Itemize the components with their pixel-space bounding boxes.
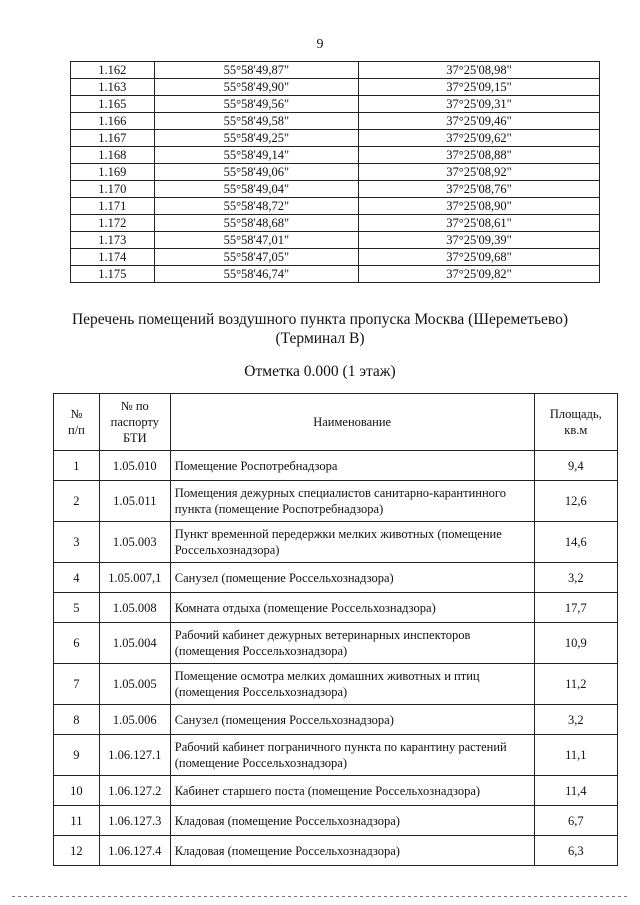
room-row: [54, 806, 618, 836]
room-number-cell: 6: [54, 623, 100, 664]
header-bti: [99, 394, 170, 451]
room-name-cell: Помещение Роспотребнадзора: [170, 451, 534, 481]
room-bti-cell: 1.05.004: [99, 623, 170, 664]
header-area: [534, 394, 617, 451]
coordinates-table: [70, 61, 600, 283]
coordinate-row: [71, 249, 600, 266]
header-row: [54, 394, 618, 451]
room-bti-cell: 1.06.127.2: [99, 776, 170, 806]
scan-edge-divider: [12, 896, 628, 897]
room-number-cell: 1: [54, 451, 100, 481]
point-id-cell: 1.175: [71, 266, 155, 283]
room-area-cell: 10,9: [534, 623, 617, 664]
coordinate-row: [71, 79, 600, 96]
header-name: Наименование: [170, 394, 534, 451]
point-id-cell: 1.172: [71, 215, 155, 232]
point-id-cell: 1.168: [71, 147, 155, 164]
room-bti-cell: 1.05.010: [99, 451, 170, 481]
latitude-cell: 55°58'49,06": [154, 164, 358, 181]
room-row: [54, 836, 618, 866]
latitude-cell: 55°58'49,04": [154, 181, 358, 198]
room-area-cell: 17,7: [534, 593, 617, 623]
longitude-cell: 37°25'08,90": [358, 198, 599, 215]
room-number-cell: 10: [54, 776, 100, 806]
room-area-cell: 6,3: [534, 836, 617, 866]
longitude-cell: 37°25'09,15": [358, 79, 599, 96]
room-row: [54, 451, 618, 481]
room-row: [54, 776, 618, 806]
coordinate-row: [71, 96, 600, 113]
coordinate-row: [71, 130, 600, 147]
latitude-cell: 55°58'49,25": [154, 130, 358, 147]
room-name-cell: Помещения дежурных специалистов санитарно-карантинного пункта (помещение Роспотребнадзора): [170, 481, 534, 522]
point-id-cell: 1.162: [71, 62, 155, 79]
page-number: 9: [316, 37, 324, 52]
room-area-cell: 11,1: [534, 735, 617, 776]
room-area-cell: 6,7: [534, 806, 617, 836]
coordinate-row: [71, 62, 600, 79]
header-bti-line1: № по: [120, 399, 149, 413]
latitude-cell: 55°58'47,05": [154, 249, 358, 266]
room-name-cell: Санузел (помещение Россельхознадзора): [170, 563, 534, 593]
room-area-cell: 14,6: [534, 522, 617, 563]
section-title-terminal: (Терминал В): [275, 330, 365, 347]
coordinate-row: [71, 215, 600, 232]
room-name-cell: Рабочий кабинет пограничного пункта по карантину растений (помещение Россельхознадзора): [170, 735, 534, 776]
longitude-cell: 37°25'08,61": [358, 215, 599, 232]
longitude-cell: 37°25'09,82": [358, 266, 599, 283]
coordinate-row: [71, 164, 600, 181]
latitude-cell: 55°58'49,58": [154, 113, 358, 130]
room-number-cell: 2: [54, 481, 100, 522]
coordinate-row: [71, 266, 600, 283]
room-bti-cell: 1.05.007,1: [99, 563, 170, 593]
longitude-cell: 37°25'08,76": [358, 181, 599, 198]
room-number-cell: 11: [54, 806, 100, 836]
room-name-cell: Комната отдыха (помещение Россельхознадзора): [170, 593, 534, 623]
longitude-cell: 37°25'09,68": [358, 249, 599, 266]
longitude-cell: 37°25'09,62": [358, 130, 599, 147]
room-number-cell: 3: [54, 522, 100, 563]
room-area-cell: 3,2: [534, 705, 617, 735]
room-number-cell: 4: [54, 563, 100, 593]
longitude-cell: 37°25'08,98": [358, 62, 599, 79]
longitude-cell: 37°25'09,46": [358, 113, 599, 130]
floor-subtitle: Отметка 0.000 (1 этаж): [244, 363, 396, 380]
header-area-line1: Площадь,: [549, 407, 602, 421]
room-bti-cell: 1.06.127.3: [99, 806, 170, 836]
room-row: [54, 735, 618, 776]
room-number-cell: 12: [54, 836, 100, 866]
room-row: [54, 623, 618, 664]
room-name-cell: Рабочий кабинет дежурных ветеринарных инспекторов (помещения Россельхознадзора): [170, 623, 534, 664]
point-id-cell: 1.174: [71, 249, 155, 266]
room-row: [54, 563, 618, 593]
room-row: [54, 593, 618, 623]
longitude-cell: 37°25'09,31": [358, 96, 599, 113]
room-area-cell: 9,4: [534, 451, 617, 481]
header-number-line1: №: [70, 407, 83, 421]
room-row: [54, 705, 618, 735]
point-id-cell: 1.163: [71, 79, 155, 96]
rooms-table: [53, 393, 618, 866]
point-id-cell: 1.170: [71, 181, 155, 198]
latitude-cell: 55°58'48,72": [154, 198, 358, 215]
room-name-cell: Кладовая (помещение Россельхознадзора): [170, 806, 534, 836]
room-bti-cell: 1.06.127.4: [99, 836, 170, 866]
room-number-cell: 5: [54, 593, 100, 623]
latitude-cell: 55°58'48,68": [154, 215, 358, 232]
room-bti-cell: 1.05.005: [99, 664, 170, 705]
rooms-table-header: [54, 394, 618, 451]
point-id-cell: 1.165: [71, 96, 155, 113]
room-row: [54, 522, 618, 563]
coordinate-row: [71, 181, 600, 198]
room-bti-cell: 1.05.003: [99, 522, 170, 563]
header-number-line2: п/п: [68, 423, 85, 437]
room-area-cell: 11,4: [534, 776, 617, 806]
header-bti-line2: паспорту: [110, 415, 159, 429]
rooms-table-body: [54, 451, 618, 866]
room-name-cell: Пункт временной передержки мелких животных (помещение Россельхознадзора): [170, 522, 534, 563]
point-id-cell: 1.169: [71, 164, 155, 181]
point-id-cell: 1.167: [71, 130, 155, 147]
coordinate-row: [71, 113, 600, 130]
room-number-cell: 8: [54, 705, 100, 735]
point-id-cell: 1.166: [71, 113, 155, 130]
coordinates-table-body: [71, 62, 600, 283]
latitude-cell: 55°58'49,14": [154, 147, 358, 164]
room-name-cell: Кабинет старшего поста (помещение Россельхознадзора): [170, 776, 534, 806]
point-id-cell: 1.173: [71, 232, 155, 249]
point-id-cell: 1.171: [71, 198, 155, 215]
latitude-cell: 55°58'49,87": [154, 62, 358, 79]
room-bti-cell: 1.05.008: [99, 593, 170, 623]
coordinate-row: [71, 147, 600, 164]
header-bti-line3: БТИ: [122, 431, 147, 445]
section-title: Перечень помещений воздушного пункта пропуска Москва (Шереметьево): [71, 311, 569, 328]
room-name-cell: Кладовая (помещение Россельхознадзора): [170, 836, 534, 866]
room-number-cell: 9: [54, 735, 100, 776]
longitude-cell: 37°25'09,39": [358, 232, 599, 249]
room-area-cell: 12,6: [534, 481, 617, 522]
room-bti-cell: 1.06.127.1: [99, 735, 170, 776]
room-row: [54, 664, 618, 705]
longitude-cell: 37°25'08,92": [358, 164, 599, 181]
coordinate-row: [71, 232, 600, 249]
room-row: [54, 481, 618, 522]
room-bti-cell: 1.05.006: [99, 705, 170, 735]
latitude-cell: 55°58'47,01": [154, 232, 358, 249]
header-area-line2: кв.м: [564, 423, 588, 437]
header-number: [54, 394, 100, 451]
latitude-cell: 55°58'49,56": [154, 96, 358, 113]
latitude-cell: 55°58'49,90": [154, 79, 358, 96]
room-number-cell: 7: [54, 664, 100, 705]
latitude-cell: 55°58'46,74": [154, 266, 358, 283]
room-name-cell: Санузел (помещения Россельхознадзора): [170, 705, 534, 735]
room-name-cell: Помещение осмотра мелких домашних животных и птиц (помещения Россельхознадзора): [170, 664, 534, 705]
coordinate-row: [71, 198, 600, 215]
room-bti-cell: 1.05.011: [99, 481, 170, 522]
room-area-cell: 11,2: [534, 664, 617, 705]
room-area-cell: 3,2: [534, 563, 617, 593]
longitude-cell: 37°25'08,88": [358, 147, 599, 164]
